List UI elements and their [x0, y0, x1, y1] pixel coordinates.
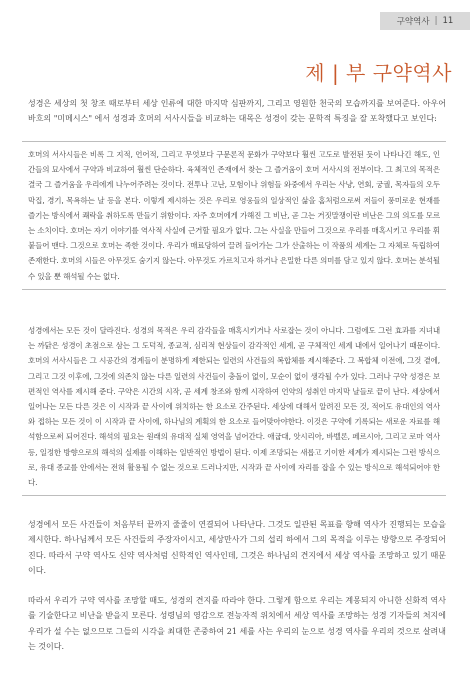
body-paragraph-history: 성경에서 모든 사건들이 처음부터 끝까지 줄줄이 연결되어 나타난다. 그것도 일관된 목표를 향해 역사가 진행되는 모습을 제시한다. 하나님께서 모든 사건들의 주장자이시고, 세상만사가 그의 섭리 하에서 그의 목적을 이루는 방향으로 주장되어진다. 따라서 구약 역사도 신약 역사처럼 신학적인 역사인데, 그것은 하나님의 견지에서 세상 역사를 조망하고 있기 때문이다.	[28, 520, 446, 576]
running-header-separator: |	[434, 16, 438, 26]
body-paragraph-perspective: 따라서 우리가 구약 역사를 조망할 때도, 성경의 견지를 따라야 한다. 그렇게 함으로 우리는 계몽되지 아니한 신화적 역사를 기술한다고 비난을 받을지 모른다. 성령님의 영감으로 전능자적 위치에서 세상 역사를 조망하는 성경 기자들의 처지에 우리가 설 수는 없으므로 그들의 시각을 최대한 존중하여 21 세를 사는 우리의 눈으로 성경 역사를 우리의 것으로 살려내는 것이다.	[28, 596, 446, 652]
chapter-title: 제 | 부 구약역사	[305, 61, 452, 85]
page-number: 11	[442, 16, 454, 26]
running-header	[380, 12, 470, 30]
quote-text-homer: 호머의 서사시들은 비록 그 지적, 언어적, 그리고 무엇보다 구문론적 문화가 구약보다 훨씬 고도로 발전된 듯이 나타나긴 해도, 인간들의 묘사에서 구약과 비교하여 훨씬 단순하다. 육체적인 존재에서 찾는 그 즐거움이 호머 서사시의 전부이다. 그 최고의 목적은 결국 그 즐거움을 우리에게 나누어주려는 것이다. 전투나 고난, 모험이나 위험들 와중에서 우리는 사냥, 연회, 궁궐, 목자들의 오두막집, 경기, 목욕하는 날 등을 본다. 이렇게 제시하는 것은 우리로 영웅들의 일상적인 삶을 홈처럼으로써 저들이 풍미로운 현재를 즐기는 방식에서 쾌락을 취하도록 만들기 위함이다. 자주 호머에게 가해진 그 비난, 곧 그는 거짓말쟁이란 비난은 그의 의도를 모르는 소치이다. 호머는 자기 이야기를 역사적 사실에 근거할 필요가 없다. 그는 사실을 만들어 그것으로 우리를 매혹시키고 우리를 휘 붙들어 맨다. 그것으로 호머는 족한 것이다. 우리가 매료당하여 끌려 들어가는 그가 산출하는 이 작품의 세계는 그 자체로 독립하여 존재한다. 호머의 시들은 아무것도 숨기지 않는다. 아무것도 가르치고자 하거나 은밀한 다른 의미를 담고 있지 않다. 호머는 분석될 수 있을 뿐 해석될 수는 없다.	[28, 150, 440, 281]
intro-paragraph: 성경은 세상의 첫 창조 때로부터 세상 인류에 대한 마지막 심판까지, 그리고 영원한 천국의 모습까지를 보여준다. 아우어바흐의 "미메시스" 에서 성경과 호머의 서사시들을 비교하는 대목은 성경이 갖는 문학적 특징을 잘 포착했다고 보인다:	[28, 99, 446, 124]
quote-block-bible	[22, 318, 446, 496]
quote-block-homer	[22, 141, 446, 290]
quote-text-bible: 성경에서는 모든 것이 달라진다. 성경의 목적은 우리 감각들을 매혹시키거나 사로잡는 것이 아니다. 그럼에도 그런 효과를 지녀내는 까닭은 성경이 초점으로 삼는 그 도덕적, 종교적, 심리적 현상들이 감각적인 세계, 곧 구체적인 세계 내에서 일어나기 때문이다. 호머의 서사시들은 그 시공간의 경계들이 분명하게 제한되는 일련의 사건들의 복합체를 제시해준다. 그 복합체 이전에, 그것 곁에, 그리고 그것 이후에, 그것에 의존치 않는 다른 일련의 사건들이 충돌이 없이, 모순이 없이 생각될 수가 있다. 그러나 구약 성경은 보편적인 역사를 제시해 준다. 구약은 시간의 시작, 곧 세계 창조와 함께 시작하여 언약의 성취인 마지막 날들로 끝이 난다. 세상에서 일어나는 모든 다른 것은 이 시작과 끝 사이에 위치하는 한 요소로 간주된다. 세상에 대해서 알려진 모든 것, 적어도 유대인의 역사와 접하는 모든 것이 이 시작과 끝 사이에, 하나님의 계획의 한 요소로 들어맞아야한다. 이것은 구약에 기록되는 새로운 자료를 해석함으로써 되어진다. 해석의 필요는 원래의 유대적 실체 영역을 넘어간다. 애굽대, 앗시리아, 바벨론, 페르시아, 그리고 로마 역사 등, 일정한 방향으로의 해석의 실제를 이해하는 일반적인 방법이 된다. 이제 조망되는 새롭고 기이한 세계가 제시되는 그런 방식으로, 유대 종교를 안에서는 전혀 활용될 수 없는 것으로 드러나지만, 시작과 끝 사이에 자리를 잡을 수 있는 방식으로 해석되어야 한다.	[28, 326, 440, 488]
running-header-section: 구약역사	[396, 17, 430, 27]
